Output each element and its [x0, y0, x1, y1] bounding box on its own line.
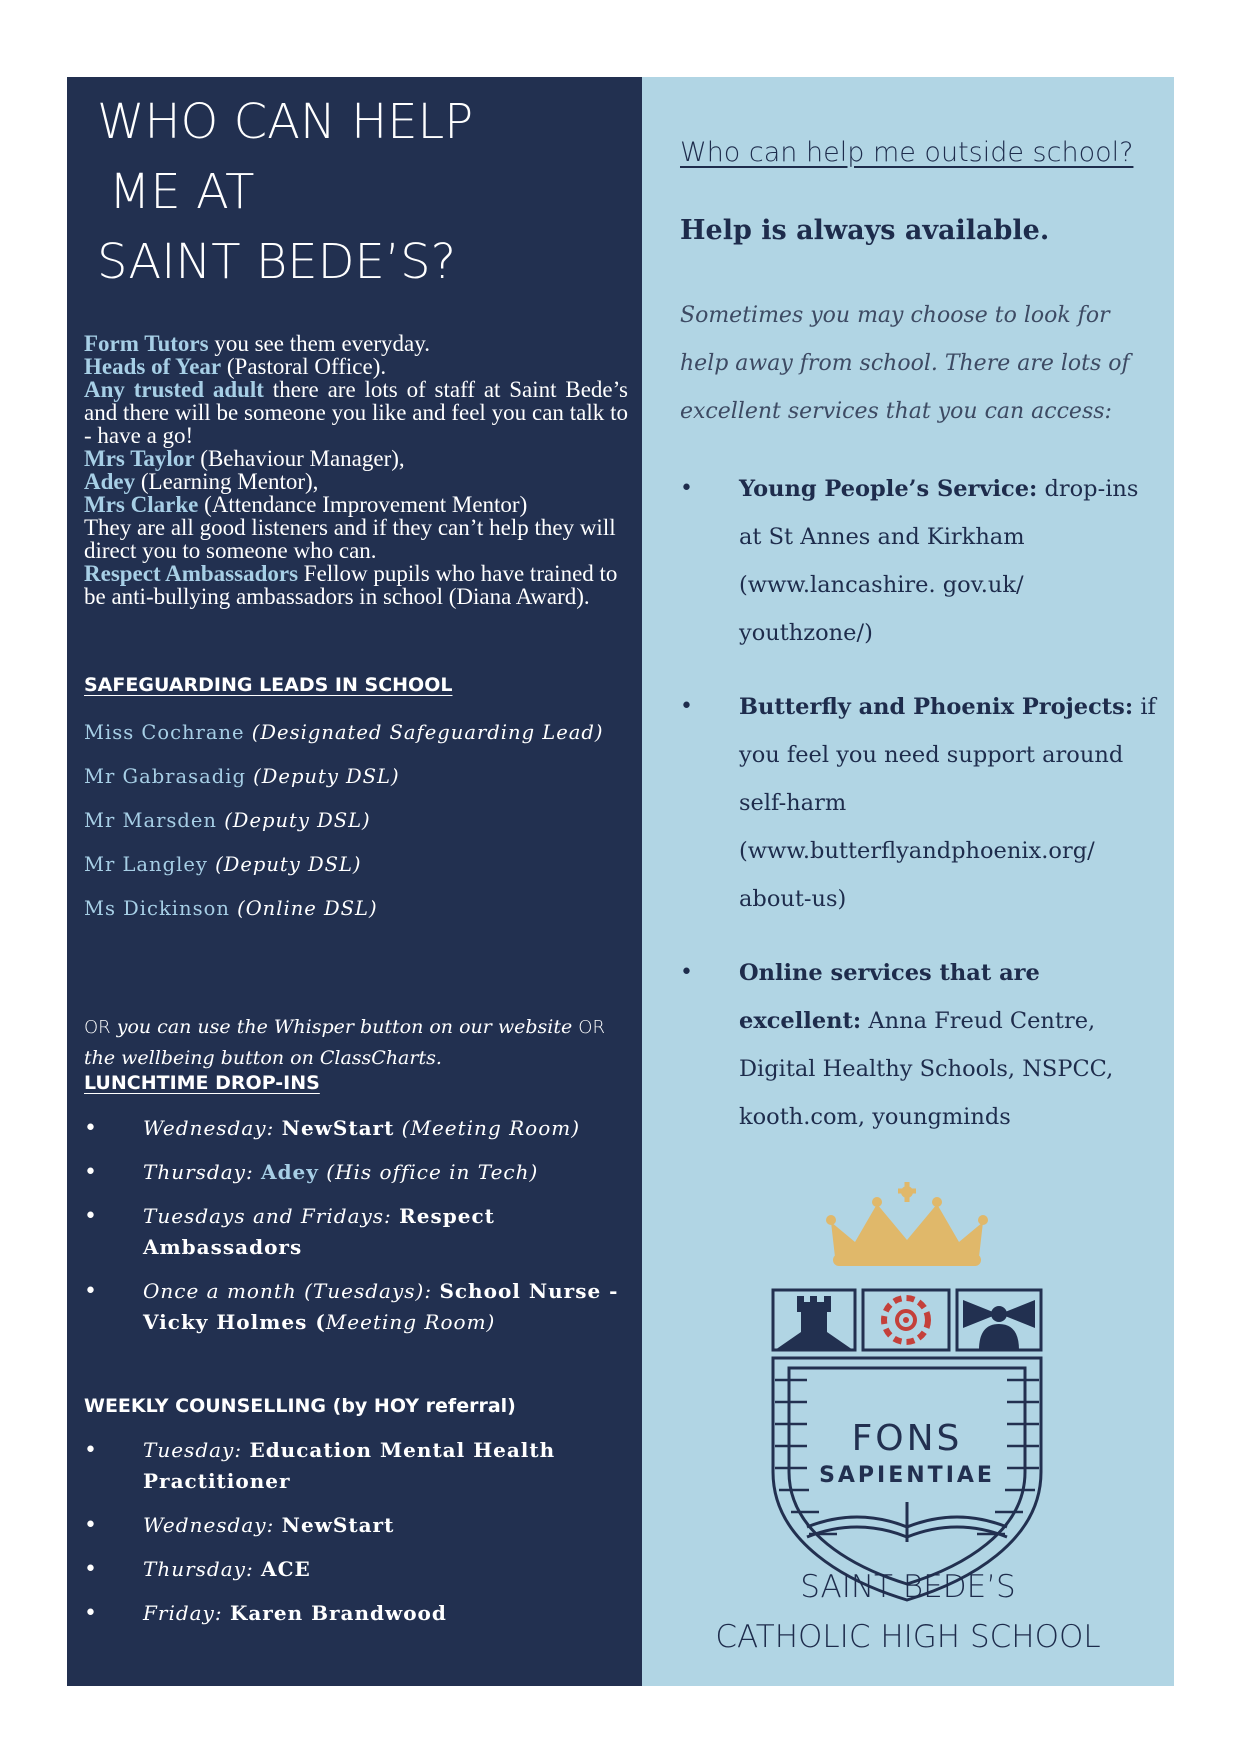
- lead-row: [84, 718, 624, 762]
- list-item: [680, 683, 1160, 923]
- lead-role: (Online DSL): [229, 897, 378, 920]
- title-line-1: WHO CAN HELP: [97, 94, 474, 150]
- taylor-label: Mrs Taylor: [84, 446, 195, 471]
- school-crest: [767, 1182, 1047, 1622]
- counselling-day: Friday:: [143, 1601, 230, 1625]
- right-panel: [642, 77, 1174, 1686]
- safeguarding-leads: [84, 718, 624, 938]
- lead-role: (Deputy DSL): [217, 809, 371, 832]
- counselling-who: ACE: [261, 1557, 311, 1581]
- drop-in-where: (His office in Tech): [318, 1160, 539, 1184]
- list-item: [84, 1554, 624, 1585]
- title-line-3: SAINT BEDE’S?: [97, 234, 457, 290]
- wellbeing-text: the wellbeing button on ClassCharts.: [84, 1047, 442, 1069]
- lead-row: [84, 850, 624, 894]
- rose-icon: [884, 1298, 928, 1342]
- outside-school-heading: Who can help me outside school?: [680, 137, 1134, 168]
- lead-row: [84, 806, 624, 850]
- listeners-text: They are all good listeners and if they can’t help they will direct you to someone who can.: [84, 515, 616, 563]
- counselling-day: Tuesday:: [143, 1438, 250, 1462]
- lead-role: (Deputy DSL): [245, 765, 400, 788]
- safeguarding-heading: SAFEGUARDING LEADS IN SCHOOL: [84, 674, 453, 696]
- service-name: Butterfly and Phoenix Projects:: [739, 694, 1134, 720]
- drop-in-who: Respect Ambassadors: [143, 1204, 495, 1259]
- lead-role: (Deputy DSL): [207, 853, 362, 876]
- adey-label: Adey: [84, 469, 136, 494]
- heads-of-year-text: (Pastoral Office).: [221, 354, 387, 379]
- crown-icon: [826, 1182, 988, 1266]
- lead-name: Mr Marsden: [84, 809, 217, 832]
- title-line-2: ME AT: [109, 164, 255, 220]
- lunchtime-heading: LUNCHTIME DROP-INS: [84, 1072, 320, 1094]
- left-panel: [67, 77, 642, 1686]
- drop-in-where: Meeting Room): [325, 1310, 496, 1334]
- outside-intro: Sometimes you may choose to look for help away from school. There are lots of excellent services that you can access:: [680, 303, 1130, 424]
- taylor-text: (Behaviour Manager),: [194, 446, 405, 471]
- list-item: [84, 1435, 624, 1497]
- drop-in-who: Adey: [261, 1160, 319, 1184]
- service-text: if you feel you need support around self-harm (www.butterflyandphoenix.org/ about-us): [739, 694, 1156, 912]
- or-label: OR: [578, 1017, 605, 1038]
- form-tutors-text: you see them everyday.: [208, 331, 430, 356]
- counselling-heading: WEEKLY COUNSELLING (by HOY referral): [84, 1395, 516, 1417]
- counselling-list: [84, 1435, 624, 1629]
- crest-motto-1: FONS: [851, 1418, 963, 1459]
- form-tutors-label: Form Tutors: [84, 331, 209, 356]
- respect-ambassadors-label: Respect Ambassadors: [84, 561, 299, 586]
- school-name-line-2: CATHOLIC HIGH SCHOOL: [715, 1619, 1101, 1655]
- heads-of-year-label: Heads of Year: [84, 354, 222, 379]
- services-list: [680, 465, 1160, 1167]
- counselling-who: Karen Brandwood: [229, 1601, 447, 1625]
- lead-role: (Designated Safeguarding Lead): [244, 721, 604, 744]
- service-name: Young People’s Service:: [739, 476, 1038, 502]
- clarke-label: Mrs Clarke: [84, 492, 199, 517]
- list-item: [84, 1157, 624, 1188]
- lead-name: Mr Gabrasadig: [84, 765, 246, 788]
- helpers-list: [84, 332, 628, 608]
- clarke-text: (Attendance Improvement Mentor): [198, 492, 528, 517]
- list-item: [84, 1113, 624, 1144]
- lead-row: [84, 894, 624, 938]
- drop-in-day: Tuesdays and Fridays:: [143, 1204, 400, 1228]
- list-item: [84, 1598, 624, 1629]
- list-item: [84, 1201, 624, 1263]
- tower-icon: [775, 1296, 853, 1350]
- lead-name: Miss Cochrane: [84, 721, 245, 744]
- lead-name: Ms Dickinson: [84, 897, 230, 920]
- list-item: [84, 1276, 624, 1338]
- school-name-line-1: SAINT BEDE’S: [800, 1569, 1016, 1605]
- trusted-adult-text: there are lots of staff at Saint Bede’s and there will be someone you like and feel you can talk to - have a go!: [84, 377, 628, 448]
- drop-in-who: School Nurse - Vicky Holmes (: [143, 1279, 619, 1334]
- list-item: [680, 949, 1160, 1141]
- list-item: [84, 1510, 624, 1541]
- counselling-who: Education Mental Health Practitioner: [143, 1438, 556, 1493]
- list-item: [680, 465, 1160, 657]
- drop-in-day: Once a month (Tuesdays):: [143, 1279, 440, 1303]
- counselling-day: Wednesday:: [143, 1513, 282, 1537]
- respect-ambassadors-text: Fellow pupils who have trained to be anti-bullying ambassadors in school (Diana Award).: [84, 561, 618, 609]
- whisper-note: [84, 1012, 624, 1074]
- trusted-adult-label: Any trusted adult: [84, 377, 264, 402]
- drop-in-where: (Meeting Room): [394, 1116, 581, 1140]
- drop-in-who: NewStart: [281, 1116, 395, 1140]
- book-icon: [807, 1502, 1007, 1542]
- counselling-who: NewStart: [281, 1513, 395, 1537]
- counselling-day: Thursday:: [143, 1557, 262, 1581]
- lead-row: [84, 762, 624, 806]
- lighthouse-icon: [963, 1300, 1035, 1350]
- help-available-subheading: Help is always available.: [680, 215, 1050, 246]
- adey-text: (Learning Mentor),: [135, 469, 319, 494]
- drop-in-day: Wednesday:: [143, 1116, 282, 1140]
- service-text: Anna Freud Centre, Digital Healthy Schools, NSPCC, kooth.com, youngminds: [739, 1008, 1114, 1130]
- service-text: drop-ins at St Annes and Kirkham (www.lancashire. gov.uk/ youthzone/): [739, 476, 1139, 646]
- main-title: [97, 87, 617, 297]
- drop-in-day: Thursday:: [143, 1160, 262, 1184]
- service-name: Online services that are excellent:: [739, 960, 1040, 1034]
- school-name: [642, 1562, 1174, 1662]
- whisper-text: you can use the Whisper button on our website: [110, 1016, 579, 1038]
- crest-motto-2: SAPIENTIAE: [819, 1463, 995, 1488]
- or-label: OR: [84, 1017, 111, 1038]
- lunchtime-list: [84, 1113, 624, 1338]
- lead-name: Mr Langley: [84, 853, 208, 876]
